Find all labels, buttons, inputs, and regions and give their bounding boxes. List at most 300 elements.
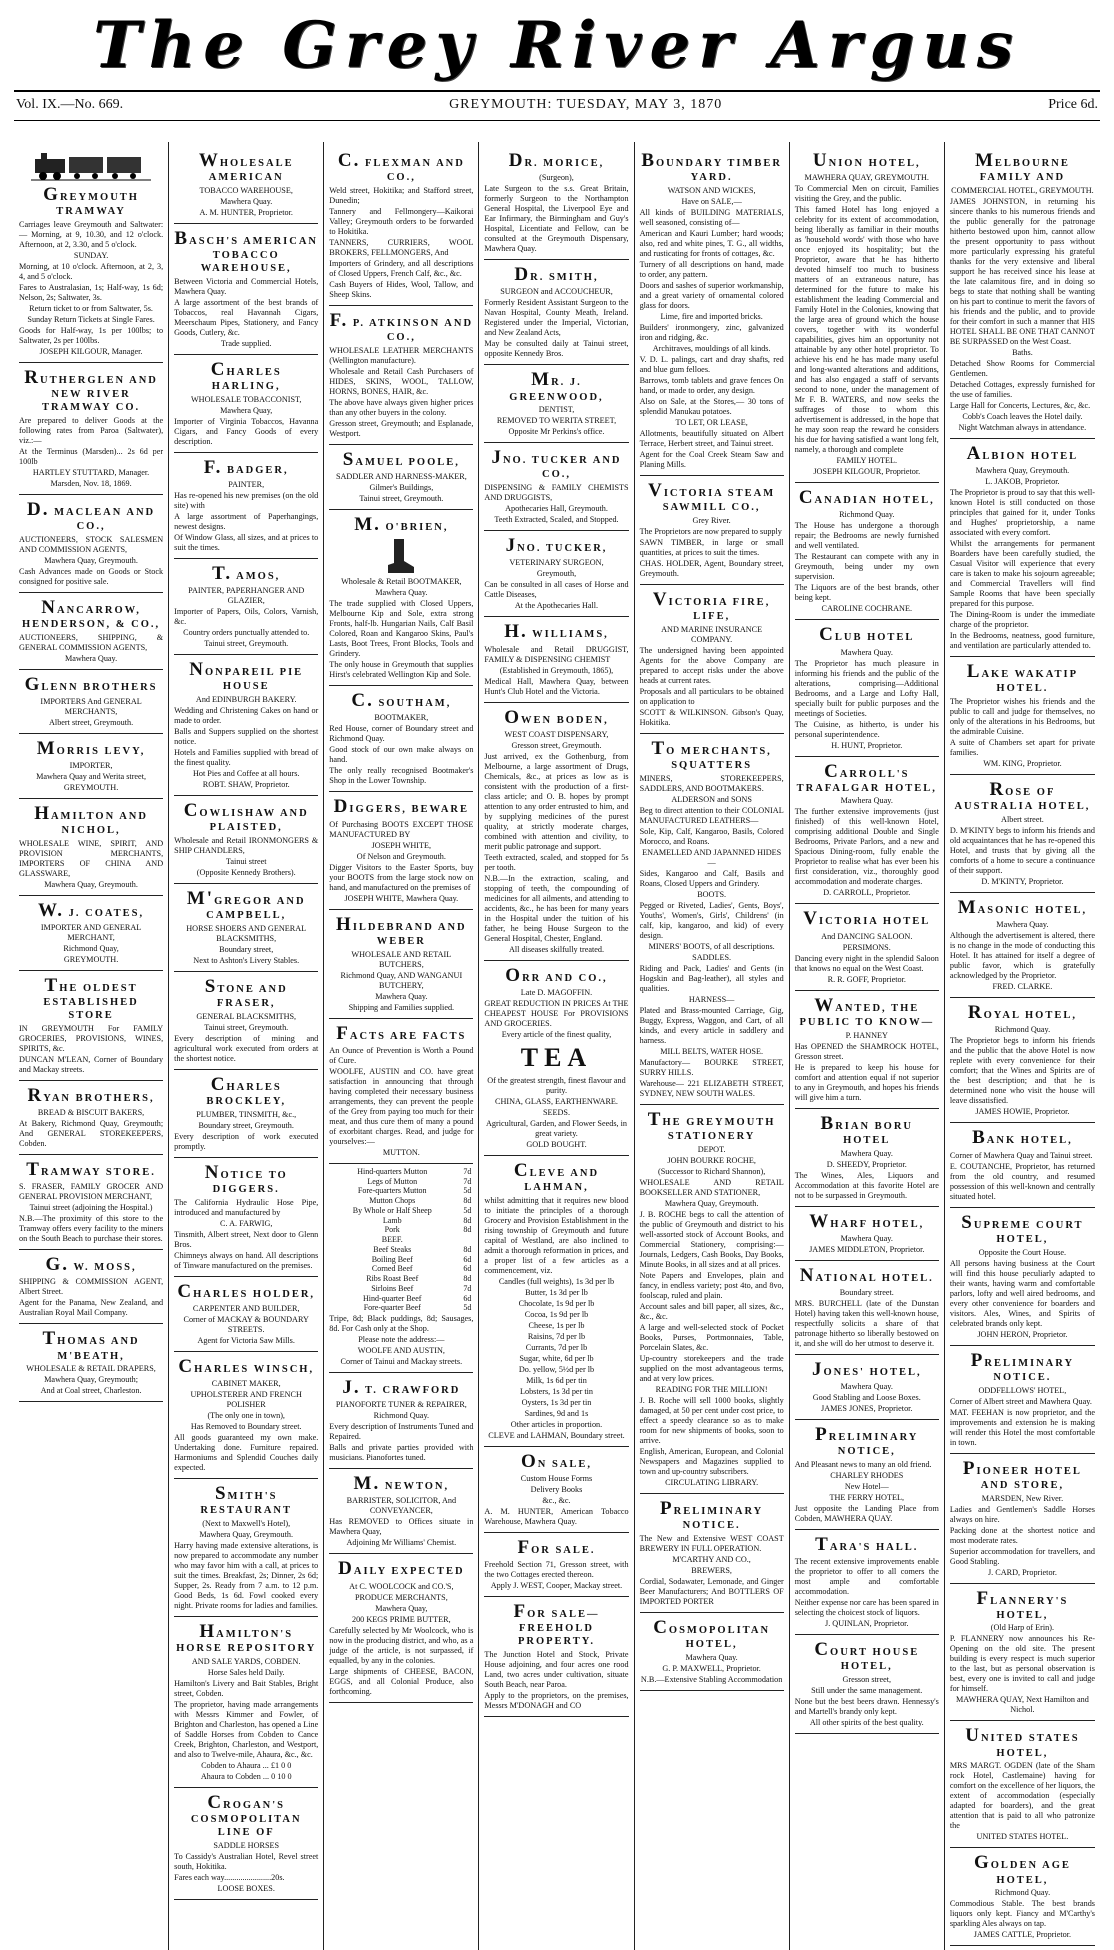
advertisement-text: TOBACCO WAREHOUSE, bbox=[199, 185, 293, 195]
advertisement-text: Riding and Pack, Ladies' and Gents (in Hogskin and Bag-leather), all styles and qualities. bbox=[639, 963, 784, 993]
advertisement-heading: GREYMOUTH TRAMWAY bbox=[43, 184, 139, 218]
advertisement bbox=[950, 1721, 1095, 1848]
advertisement-text: J. B. Roche will sell 1000 books, slightly damaged, at 50 per cent under cost price, to effect a speedy clearance so as to make room for new shipments of books, soon to arrive. bbox=[639, 1395, 784, 1445]
table-row bbox=[329, 1255, 473, 1265]
place-date: GREYMOUTH: TUESDAY, MAY 3, 1870 bbox=[449, 97, 723, 112]
advertisement-text: Raisins, 7d per lb bbox=[527, 1331, 586, 1341]
advertisement-text: Sunday Return Tickets at Single Fares. bbox=[27, 314, 155, 324]
advertisement-text: Tripe, 8d; Black puddings, 8d; Sausages, 8d. For Cash only at the Shop. bbox=[329, 1314, 474, 1334]
advertisement-text: Importers of Grindery, and all descriptions of Closed Uppers, French Calf, &c., &c. bbox=[329, 258, 474, 278]
advertisement bbox=[329, 1554, 473, 1702]
advertisement-text: FRED. CLARKE. bbox=[992, 982, 1053, 992]
advertisement-text: Cobden to Ahaura ... £1 0 0 bbox=[201, 1761, 292, 1771]
advertisement-text: Medical Hall, Mawhera Quay, between Hunt's Club Hotel and the Victoria. bbox=[484, 676, 629, 696]
advertisement bbox=[174, 453, 318, 559]
advertisement-heading: JNO. TUCKER AND CO., bbox=[491, 447, 622, 481]
advertisement-heading: PIONEER HOTEL AND STORE, bbox=[962, 1457, 1082, 1491]
advertisement bbox=[174, 1788, 318, 1900]
advertisement-text: R. R. GOFF, Proprietor. bbox=[827, 974, 906, 984]
advertisement-text: This famed Hotel has long enjoyed a celebrity for its extent of accommodation, being liberally as familiar in their mouths as 'household words' with those who have once enjoyed its hospitality; but the Proprietor, aware that he has hitherto devoted himself too much to business matters of an extraneous nature, has determined for the future to make his establishment the leading Commercial and Family Hotel in the Colonies, knowing that the large area of ground which the house covers, together with its wonderful capabilities, gives him an opportunity not attainable by any other hotel proprietor. To achieve his end he has made many useful and long-wanted alterations and additions, and has also engaged a staff of servants second to none, under the management of Mr F. B. WATERS, and now seeks the suffrages of those to whom this advertisement is addressed, in the hope that he may soon reap the reward he considers his due for having satisfied a want long felt, namely, a thorough and complete bbox=[794, 205, 939, 455]
advertisement-text: Richmond Quay. bbox=[839, 510, 895, 520]
advertisement-text: Has Removed to Boundary street. bbox=[190, 1422, 302, 1432]
advertisement-text: Mawhera Quay. bbox=[64, 653, 118, 663]
advertisement bbox=[950, 998, 1095, 1123]
advertisement-heading: PRELIMINARY NOTICE. bbox=[970, 1349, 1075, 1383]
advertisement-text: D. M'KINTY, Proprietor. bbox=[981, 877, 1064, 887]
advertisement-text: Large Hall for Concerts, Lectures, &c, &c. bbox=[949, 400, 1091, 410]
advertisement-heading: F. BADGER, bbox=[203, 456, 289, 478]
advertisement-text: IMPORTERS And GENERAL MERCHANTS, bbox=[40, 696, 142, 716]
advertisement-text: MAWHERA QUAY, Next Hamilton and Nichol. bbox=[955, 1695, 1089, 1715]
advertisement-text: Teeth Extracted, Scaled, and Stopped. bbox=[494, 515, 619, 525]
advertisement-text: Apothecaries Hall, Greymouth. bbox=[505, 504, 608, 514]
advertisement-heading: UNITED STATES HOTEL, bbox=[965, 1725, 1080, 1759]
advertisement-text: The House has undergone a thorough repair; the Bedrooms are newly furnished and well ventilated. bbox=[794, 521, 939, 551]
advertisement-text: DENTIST, bbox=[538, 405, 575, 415]
advertisement-text: UPHOLSTERER AND FRENCH POLISHER bbox=[190, 1390, 302, 1410]
advertisement-heading: RUTHERGLEN AND NEW RIVER TRAMWAY CO. bbox=[24, 366, 158, 413]
advertisement-text: Opposite the Court House. bbox=[978, 1247, 1067, 1257]
advertisement-text: Agricultural, Garden, and Flower Seeds, in great variety. bbox=[486, 1118, 627, 1138]
advertisement-text: In the Bedrooms, neatness, good furniture, and ventilation are particularly attended to. bbox=[949, 631, 1095, 651]
advertisement-text: Mawhera Quay. bbox=[685, 1652, 738, 1662]
advertisement-text: PAINTER, PAPERHANGER AND GLAZIER, bbox=[188, 586, 305, 606]
advertisement-text: Cocoa, 1s 9d per lb bbox=[524, 1309, 589, 1319]
advertisement-text: Mawhera Quay, Greymouth. bbox=[44, 555, 138, 565]
advertisement-text: (Old Harp of Erin). bbox=[990, 1623, 1055, 1633]
advertisement-text: Manufactory— BOURKE STREET, SURRY HILLS. bbox=[639, 1057, 784, 1077]
advertisement-text: Hotels and Families supplied with bread of the finest quality. bbox=[174, 748, 319, 768]
advertisement-heading: MORRIS LEVY, bbox=[36, 737, 146, 759]
advertisement-heading: NONPAREIL PIE HOUSE bbox=[189, 659, 304, 693]
price-item: Legs of Mutton bbox=[367, 1176, 418, 1186]
advertisement-text: MAT. FEEHAN is now proprietor, and the improvements and extension he is making will render this Hotel the most comfortable in town. bbox=[949, 1407, 1095, 1447]
advertisement-text: Sardines, 9d and 1s bbox=[524, 1408, 589, 1418]
advertisement bbox=[484, 703, 628, 961]
column-5 bbox=[635, 142, 790, 1950]
advertisement bbox=[795, 1420, 939, 1530]
advertisement-text: Every description of work executed promptly. bbox=[174, 1131, 319, 1151]
advertisement bbox=[329, 1019, 473, 1164]
advertisement-text: COMMERCIAL HOTEL, GREYMOUTH. bbox=[951, 185, 1094, 195]
advertisement-text: Morning, at 10 o'clock. Afternoon, at 2, 3, 4, and 5 o'clock. bbox=[19, 261, 164, 281]
advertisement-text: HARTLEY STUTTARD, Manager. bbox=[32, 467, 150, 477]
advertisement bbox=[174, 559, 318, 655]
advertisement-text: N.B.—The proximity of this store to the Tramway offers every facility to the miners on the South Beach to purchase their stores. bbox=[19, 1214, 164, 1244]
advertisement-text: Late D. MAGOFFIN. bbox=[520, 987, 593, 997]
advertisement-text: Tinsmith, Albert street, Next door to Glenn Bros. bbox=[174, 1229, 319, 1249]
advertisement-text: PIANOFORTE TUNER & REPAIRER, bbox=[335, 1400, 467, 1410]
advertisement-text: SHIPPING & COMMISSION AGENT, Albert Street. bbox=[19, 1277, 164, 1297]
advertisement bbox=[329, 1469, 473, 1554]
table-row bbox=[329, 1264, 473, 1274]
advertisement-text: Milk, 1s 6d per tin bbox=[526, 1375, 587, 1385]
advertisement-text: MRS MARGT. OGDEN (late of the Sham rock Hotel, Castlemaine) having for comfort on the excellence of her liquors, the extent of accommodation (especially adapted for boarders), and the great attention that is paid to all who patronize the bbox=[949, 1761, 1095, 1831]
advertisement-text: An Ounce of Prevention is Worth a Pound of Cure. bbox=[329, 1045, 474, 1065]
advertisement-text: Mawhera Quay, Greymouth. bbox=[199, 1530, 294, 1540]
advertisement-text: TO LET, OR LEASE, bbox=[675, 417, 748, 427]
advertisement-text: Mawhera Quay, Greymouth. bbox=[975, 466, 1070, 476]
advertisement-text: Goods for Half-way, 1s per 100lbs; to Saltwater, 2s per 100lbs. bbox=[19, 325, 164, 345]
advertisement-text: E. COUTANCHE, Proprietor, has returned from the old country, and resumed possession of this well-known and centrally situated hotel. bbox=[949, 1161, 1095, 1201]
advertisement-text: BOOTMAKER, bbox=[374, 713, 429, 723]
advertisement-text: AUCTIONEERS, SHIPPING, & GENERAL COMMISSION AGENTS, bbox=[19, 632, 164, 652]
advertisement-text: CLEVE and LAHMAN, Boundary street. bbox=[488, 1430, 625, 1440]
price-item: Corned Beef bbox=[371, 1264, 413, 1274]
column-6 bbox=[790, 142, 945, 1950]
advertisement-text: Good Stabling and Loose Boxes. bbox=[812, 1393, 921, 1403]
advertisement-text: 200 KEGS PRIME BUTTER, bbox=[351, 1614, 451, 1624]
advertisement bbox=[329, 445, 473, 510]
advertisement-heading: CHARLES HOLDER, bbox=[177, 1280, 316, 1302]
advertisement-text: All persons having business at the Court will find this house peculiarly adapted to their wants, having warm and comfortable parlors, lofty and well aired bedrooms, and every other convenience for boarders and visitors. Ales, Wines, and Spirits of celebrated brands only kept. bbox=[949, 1258, 1095, 1328]
advertisement-heading: THOMAS AND M'BEATH, bbox=[42, 1328, 140, 1362]
advertisement bbox=[19, 670, 163, 734]
advertisement-text: Oysters, 1s 3d per tin bbox=[521, 1397, 592, 1407]
advertisement-columns bbox=[14, 142, 1100, 1940]
advertisement-heading: OWEN BODEN, bbox=[504, 706, 609, 728]
advertisement-text: A large assortment of Paperhangings, newest designs. bbox=[174, 511, 319, 531]
advertisement-text: A large and well-selected stock of Pocket Books, Purses, Portmonnaies, Table, Porcelain Slates, &c. bbox=[639, 1322, 784, 1352]
advertisement-text: Chocolate, 1s 9d per lb bbox=[518, 1298, 595, 1308]
advertisement-text: Packing done at the shortest notice and most moderate rates. bbox=[949, 1525, 1095, 1545]
advertisement-heading: D. MACLEAN AND CO., bbox=[26, 498, 156, 532]
advertisement-text: Richmond Quay, AND WANGANUI BUTCHERY, bbox=[340, 970, 463, 990]
advertisement-text: AND MARINE INSURANCE COMPANY. bbox=[661, 624, 763, 644]
advertisement bbox=[174, 655, 318, 796]
advertisement bbox=[484, 1447, 628, 1533]
advertisement-text: Richmond Quay. bbox=[373, 1411, 430, 1421]
advertisement-text: Just arrived, ex the Gothenburg, from Melbourne, a large assortment of Drugs, Chemicals, &c., at prices as low as is consistent with the production of a first-class article; and O. B. hopes by prompt attention to any order entrusted to him, and by supplying medicines of the purest quality, at strictly moderate charges, combined with attention and civility, to merit public patronage and support. bbox=[484, 751, 629, 851]
price-item: Fore-quarters Mutton bbox=[357, 1186, 427, 1196]
boot-icon bbox=[329, 536, 473, 576]
advertisement-text: Detached Show Rooms for Commercial Gentlemen. bbox=[949, 358, 1095, 378]
advertisement-text: JOSEPH KILGOUR, Manager. bbox=[39, 346, 143, 356]
advertisement bbox=[329, 510, 473, 686]
advertisement-text: English, American, European, and Colonial Newspapers and Magazines supplied to town and up-country subscribers. bbox=[639, 1446, 784, 1476]
advertisement-text: DISPENSING & FAMILY CHEMISTS AND DRUGGISTS, bbox=[484, 483, 629, 503]
advertisement-text: Richmond Quay. bbox=[994, 1888, 1051, 1898]
advertisement-text: Greymouth, bbox=[536, 569, 577, 579]
advertisement-text: L. JAKOB, Proprietor. bbox=[985, 477, 1060, 487]
advertisement-text: LOOSE BOXES. bbox=[217, 1883, 275, 1893]
advertisement-text: Still under the same management. bbox=[811, 1686, 923, 1696]
advertisement-text: MUTTON. bbox=[382, 1147, 420, 1157]
advertisement-text: Custom House Forms bbox=[520, 1473, 593, 1483]
advertisement-heading: CLUB HOTEL bbox=[819, 624, 915, 646]
advertisement bbox=[795, 1355, 939, 1420]
advertisement-text: Harry having made extensive alterations, is now prepared to accommodate any number who may favor him with a call, at prices to suit the times. Breakfast, 2s; Dinner, 2s 6d; Supper, 2s. Ready from 7 a.m. to 12 p.m. Good Beds, 1s 6d. Fowl cooked every night. Private rooms for ladies and families. bbox=[174, 1541, 319, 1611]
advertisement-text: Lime, fire and imported bricks. bbox=[660, 311, 763, 321]
advertisement-text: The only really recognised Bootmaker's Shop in the Lower Township. bbox=[329, 766, 474, 786]
price-value: 5d bbox=[463, 1186, 472, 1196]
advertisement bbox=[484, 1156, 628, 1447]
advertisement-text: Country orders punctually attended to. bbox=[183, 628, 310, 638]
advertisement-heading: MR. J. GREENWOOD, bbox=[509, 369, 604, 403]
advertisement bbox=[174, 1277, 318, 1352]
advertisement-text: Albert street. bbox=[1001, 815, 1044, 825]
price-item: BEEF. bbox=[381, 1235, 403, 1245]
advertisement bbox=[640, 1105, 784, 1494]
advertisement bbox=[795, 904, 939, 990]
advertisement-heading: GOLDEN AGE HOTEL, bbox=[973, 1852, 1071, 1886]
advertisement-heading: ROSE OF AUSTRALIA HOTEL, bbox=[954, 779, 1091, 813]
tea-heading: TEA bbox=[520, 1042, 593, 1072]
advertisement-heading: JONES' HOTEL, bbox=[811, 1358, 922, 1380]
advertisement-text: Account sales and bill paper, all sizes, &c., &c., &c. bbox=[639, 1301, 784, 1321]
table-row bbox=[329, 1167, 473, 1177]
advertisement-text: HARNESS— bbox=[688, 994, 735, 1004]
advertisement-text: Grey River. bbox=[692, 515, 731, 525]
advertisement-text: Sole, Kip, Calf, Kangaroo, Basils, Colored Morocco, and Roans. bbox=[639, 826, 784, 846]
advertisement-text: H. HUNT, Proprietor. bbox=[831, 740, 903, 750]
advertisement-text: FAMILY HOTEL. bbox=[836, 456, 898, 466]
advertisement-heading: SMITH'S RESTAURANT bbox=[200, 1483, 292, 1517]
advertisement-text: Return ticket to or from Saltwater, 5s. bbox=[29, 303, 153, 313]
advertisement-text: Agent for the Panama, New Zealand, and Australian Royal Mail Company. bbox=[19, 1298, 164, 1318]
advertisement-text: Trade supplied. bbox=[220, 338, 272, 348]
volume-number: Vol. IX.—No. 669. bbox=[16, 97, 124, 112]
advertisement bbox=[174, 1617, 318, 1788]
advertisement-heading: NOTICE TO DIGGERS. bbox=[204, 1161, 288, 1196]
advertisement-heading: SAMUEL POOLE, bbox=[342, 448, 460, 470]
advertisement-text: The Junction Hotel and Stock, Private House adjoining, and four acres one rood Land, two acres under cultivation, situate South Beach, near Paroa. bbox=[484, 1649, 629, 1689]
advertisement-heading: BASCH'S AMERICAN TOBACCO WAREHOUSE, bbox=[174, 227, 318, 274]
price-value: 7d bbox=[463, 1283, 472, 1293]
advertisement-heading: LAKE WAKATIP HOTEL. bbox=[966, 661, 1079, 695]
tram-illustration bbox=[19, 149, 163, 183]
advertisement-text: Tainui street bbox=[225, 856, 267, 866]
advertisement-text: CHAS. HOLDER, Agent, Boundary street, Greymouth. bbox=[639, 558, 784, 578]
advertisement-text: GREAT REDUCTION IN PRICES At THE CHEAPEST HOUSE For PROVISIONS AND GROCERIES. bbox=[484, 998, 629, 1028]
advertisement-text: Tainui street, Greymouth. bbox=[204, 1022, 289, 1032]
advertisement-heading: J. T. CRAWFORD bbox=[342, 1377, 461, 1399]
advertisement-heading: TARA'S HALL. bbox=[815, 1534, 919, 1556]
advertisement-text: Fares to Australasian, 1s; Half-way, 1s 6d; Nelson, 2s; Saltwater, 3s. bbox=[19, 282, 164, 302]
advertisement-text: (The only one in town), bbox=[207, 1411, 285, 1421]
advertisement-text: Of Nelson and Greymouth. bbox=[356, 851, 446, 861]
advertisement-heading: WHARF HOTEL, bbox=[809, 1210, 925, 1232]
advertisement-text: WEST COAST DISPENSARY, bbox=[504, 729, 609, 739]
dateline-rule bbox=[14, 120, 1100, 121]
advertisement bbox=[174, 884, 318, 972]
advertisement-text: ODDFELLOWS' HOTEL, bbox=[978, 1385, 1067, 1395]
advertisement bbox=[484, 1597, 628, 1717]
advertisement-text: D. SHEEDY, Proprietor. bbox=[826, 1159, 907, 1169]
advertisement bbox=[174, 1070, 318, 1158]
advertisement-heading: H. WILLIAMS, bbox=[504, 621, 609, 643]
advertisement-text: J. B. ROCHE begs to call the attention of the public of Greymouth and district to his well-assorted stock of Account Books, and Commercial Stationery, comprising:— Journals, Ledgers, Cash Books, Day Books, Minute Books, in all sizes and at all prices. bbox=[639, 1209, 784, 1269]
advertisement-text: ROBT. SHAW, Proprietor. bbox=[202, 780, 290, 790]
advertisement-text: D. M'KINTY begs to inform his friends and old acquaintances that he has re-opened this Hotel, and trusts that by giving all the comforts of a home to secure a continuance of their support. bbox=[949, 826, 1095, 876]
advertisement-text: WHOLESALE TOBACCONIST, bbox=[190, 394, 302, 404]
advertisement-text: Cheese, 1s per lb bbox=[528, 1320, 585, 1330]
advertisement-text: SAWN TIMBER, in large or small quantities, at prices to suit the times. bbox=[639, 537, 784, 557]
advertisement-text: JAMES MIDDLETON, Proprietor. bbox=[809, 1244, 925, 1254]
advertisement-text: Apply to the proprietors, on the premises, Messrs M'DONAGH and CO bbox=[484, 1690, 629, 1710]
advertisement-text: Apply J. WEST, Cooper, Mackay street. bbox=[490, 1581, 623, 1590]
table-row bbox=[329, 1206, 473, 1216]
advertisement-text: Mawhera Quay. bbox=[840, 1382, 893, 1392]
advertisement-text: Has REMOVED to Offices situate in Mawhera Quay, bbox=[329, 1517, 474, 1537]
advertisement bbox=[484, 961, 628, 1156]
advertisement-text: Hamilton's Livery and Bait Stables, Bright street, Cobden. bbox=[174, 1679, 319, 1699]
price-value: 7d bbox=[463, 1176, 472, 1186]
advertisement-heading: THE GREYMOUTH STATIONERY bbox=[647, 1108, 776, 1143]
advertisement bbox=[795, 1530, 939, 1635]
table-row bbox=[329, 1216, 473, 1226]
advertisement-text: Agent for the Coal Creek Steam Saw and Planing Mills. bbox=[639, 449, 784, 469]
advertisement bbox=[19, 1155, 163, 1250]
advertisement-text: Corner of Mawhera Quay and Tainui street. bbox=[949, 1150, 1093, 1160]
advertisement-text: Can be consulted in all cases of Horse and Cattle Diseases, bbox=[484, 580, 629, 600]
advertisement-text: HORSE SHOERS AND GENERAL BLACKSMITHS, bbox=[186, 923, 307, 943]
advertisement-heading: M'GREGOR AND CAMPBELL, bbox=[186, 887, 306, 922]
advertisement bbox=[950, 1123, 1095, 1207]
advertisement-heading: F. P. ATKINSON AND CO., bbox=[329, 309, 474, 344]
advertisement-text: Boundary street, bbox=[219, 944, 274, 954]
advertisement bbox=[174, 796, 318, 884]
advertisement bbox=[950, 893, 1095, 998]
advertisement bbox=[484, 443, 628, 531]
advertisement-text: Agent for Victoria Saw Mills. bbox=[197, 1336, 295, 1346]
advertisement bbox=[329, 792, 473, 909]
advertisement-heading: NANCARROW, HENDERSON, & CO., bbox=[22, 596, 161, 630]
advertisement-text: UNITED STATES HOTEL. bbox=[976, 1832, 1069, 1842]
masthead bbox=[0, 0, 1114, 90]
advertisement-text: Late Surgeon to the s.s. Great Britain, formerly Surgeon to the Northampton General Hospital, the Liverpool Eye and Ear Infirmary, the Birmingham and Guy's Hospital, Licentiate and Fellow, can be consulted at the Greymouth Dispensary, Mawhera Quay. bbox=[484, 184, 629, 254]
advertisement-text: Opposite Mr Perkins's office. bbox=[508, 427, 605, 437]
advertisement bbox=[484, 260, 628, 365]
table-row bbox=[329, 1177, 473, 1187]
advertisement-text: CHINA, GLASS, EARTHENWARE. bbox=[494, 1096, 618, 1106]
advertisement-text: Adjoining Mr Williams' Chemist. bbox=[346, 1538, 457, 1548]
advertisement-text: SADDLES. bbox=[692, 952, 732, 962]
advertisement-heading: CHARLES BROCKLEY, bbox=[206, 1073, 287, 1108]
advertisement-text: Have on SALE,— bbox=[681, 196, 742, 206]
column-1 bbox=[14, 142, 169, 1950]
advertisement-heading: ON SALE, bbox=[520, 1450, 593, 1472]
advertisement-text: Gresson street, Greymouth; and Esplanade, Westport. bbox=[329, 418, 474, 438]
advertisement-text: Superior accommodation for travellers, and Good Stabling. bbox=[949, 1546, 1095, 1566]
advertisement-heading: BOUNDARY TIMBER YARD. bbox=[641, 150, 782, 184]
advertisement-text: Lobsters, 1s 3d per tin bbox=[519, 1386, 593, 1396]
advertisement bbox=[950, 146, 1095, 439]
advertisement-text: Doors and sashes of superior workmanship, and a great variety of ornamental colored glass for doors. bbox=[639, 280, 784, 310]
advertisement-text: Mawhera Quay. bbox=[840, 1148, 893, 1158]
price-item: Boiling Beef bbox=[371, 1254, 413, 1264]
advertisement-text: READING FOR THE MILLION! bbox=[655, 1384, 768, 1394]
advertisement-text: Importer of Virginia Tobaccos, Havanna Cigars, and Fancy Goods of every description. bbox=[174, 416, 319, 446]
advertisement-heading: NATIONAL HOTEL. bbox=[799, 1264, 934, 1286]
advertisement bbox=[950, 439, 1095, 657]
advertisement-text: The New and Extensive WEST COAST BREWERY IN FULL OPERATION. bbox=[639, 1533, 784, 1553]
advertisement-heading: RYAN BROTHERS, bbox=[27, 1084, 155, 1106]
advertisement-heading: COWLISHAW AND PLAISTED, bbox=[183, 800, 309, 834]
table-row bbox=[329, 1303, 473, 1313]
advertisement-text: Gresson street, bbox=[842, 1675, 892, 1685]
price-item: Hind-quarter Beef bbox=[363, 1293, 422, 1303]
advertisement-text: Hot Pies and Coffee at all hours. bbox=[192, 769, 300, 779]
advertisement-heading: MASONIC HOTEL, bbox=[957, 897, 1088, 919]
advertisement-text: JAMES HOWIE, Proprietor. bbox=[975, 1107, 1070, 1117]
table-row bbox=[329, 1274, 473, 1284]
advertisement-text: N.B.—In the extraction, scaling, and stopping of teeth, the compounding of medicines for all ailments, and attending to accidents, &c., he has been for many years in the Hospital under the tuition of his father, he being House Surgeon to the General Hospital, Chester, England. bbox=[484, 873, 629, 943]
advertisement-text: Albert street, Greymouth. bbox=[49, 717, 134, 727]
advertisement-text: CARPENTER AND BUILDER, bbox=[192, 1304, 300, 1314]
advertisement-heading: THE OLDEST ESTABLISHED STORE bbox=[43, 975, 139, 1022]
advertisement-heading: COSMOPOLITAN HOTEL, bbox=[653, 1616, 771, 1650]
advertisement-text: The Dining-Room is under the immediate charge of the proprietor. bbox=[949, 610, 1095, 630]
advertisement-text: The Proprietors are now prepared to supply bbox=[639, 526, 782, 536]
advertisement-text: May be consulted daily at Tainui street, opposite Kennedy Bros. bbox=[484, 339, 629, 359]
advertisement-text: C. A. FARWIG, bbox=[220, 1218, 273, 1228]
advertisement-text: Baths. bbox=[1012, 347, 1033, 357]
advertisement-text: The Proprietor has much pleasure in informing his friends and the public of the alterations, comprising—Additional Bedrooms, and a Large and Lofty Hall, specially built for public purposes and the meetings of Societies. bbox=[794, 658, 939, 718]
advertisement-text: Mawhera Quay and Werita street, bbox=[36, 772, 147, 782]
advertisement bbox=[950, 1848, 1095, 1946]
advertisement-text: Boundary street, Greymouth. bbox=[198, 1120, 294, 1130]
advertisement-text: Richmond Quay. bbox=[994, 1025, 1051, 1035]
advertisement-heading: CLEVE AND LAHMAN, bbox=[513, 1159, 600, 1193]
advertisement-text: The Cuisine, as hitherto, is under his personal superintendence. bbox=[794, 719, 939, 739]
price-value: 8d bbox=[463, 1225, 472, 1235]
advertisement-text: New Hotel— bbox=[844, 1482, 889, 1492]
advertisement-text: Ladies and Gentlemen's Saddle Horses always on hire. bbox=[949, 1504, 1095, 1524]
advertisement-text: Has re-opened his new premises (on the old site) with bbox=[174, 490, 319, 510]
advertisement-heading: DIGGERS, BEWARE bbox=[333, 796, 470, 818]
column-7 bbox=[945, 142, 1100, 1950]
advertisement-heading: BANK HOTEL, bbox=[972, 1127, 1073, 1149]
advertisement-text: WHOLESALE AND RETAIL BUTCHERS, bbox=[351, 949, 452, 969]
price-value: 8d bbox=[463, 1215, 472, 1225]
advertisement-text: And Pleasant news to many an old friend. bbox=[794, 1460, 932, 1470]
advertisement-text: Builders' ironmongery, zinc, galvanized iron and ridging, &c. bbox=[639, 322, 784, 342]
advertisement-text: The above have always given higher prices than any other buyers in the colony. bbox=[329, 397, 474, 417]
advertisement bbox=[640, 734, 784, 1105]
advertisement-text: Of the greatest strength, finest flavour and purity. bbox=[487, 1075, 626, 1095]
advertisement bbox=[19, 1081, 163, 1155]
table-row bbox=[329, 1225, 473, 1235]
advertisement-text: WM. KING, Proprietor. bbox=[983, 759, 1062, 769]
advertisement-text: All goods guaranteed my own make. Undertaking done. Furniture repaired. Harmoniums and Splendid Couches daily expected. bbox=[174, 1433, 319, 1473]
advertisement-text: MILL BELTS, WATER HOSE. bbox=[660, 1046, 763, 1056]
advertisement-text: Up-country storekeepers and the trade supplied on the most advantageous terms, and at very low prices. bbox=[639, 1353, 784, 1383]
advertisement-text: Mawhera Quay. bbox=[840, 1233, 893, 1243]
advertisement-heading: PRELIMINARY NOTICE. bbox=[660, 1497, 764, 1532]
advertisement-text: PERSIMONS. bbox=[842, 942, 891, 952]
advertisement-text: The proprietor, having made arrangements with Messrs Kimmer and Fowler, of Brighton and Charleston, has opened a Line of Saddle Horses from Cobden to Cance Creek, Brighton, Charleston, and Westport, and also to Twelve-mile, Ahaura, &c., &c. bbox=[174, 1700, 319, 1760]
advertisement-text: Between Victoria and Commercial Hotels, Mawhera Quay. bbox=[174, 276, 319, 296]
advertisement-text: Currants, 7d per lb bbox=[525, 1342, 588, 1352]
advertisement-text: Every description of mining and agricultural work executed from orders at the shortest notice. bbox=[174, 1033, 319, 1063]
table-row bbox=[329, 1245, 473, 1255]
advertisement bbox=[950, 1584, 1095, 1722]
advertisement-text: Neither expense nor care has been spared in selecting the choicest stock of liquors. bbox=[794, 1598, 939, 1618]
advertisement bbox=[484, 146, 628, 260]
advertisement-text: WHOLESALE WINE, SPIRIT, AND PROVISION MERCHANTS, IMPORTERS OF CHINA AND GLASSWARE, bbox=[19, 838, 164, 878]
advertisement-heading: SUPREME COURT HOTEL, bbox=[961, 1211, 1084, 1245]
advertisement-text: Sides, Kangaroo and Calf, Basils and Roans, Closed Uppers and Grindery. bbox=[639, 868, 784, 888]
advertisement-text: Corner of Albert street and Mawhera Quay. bbox=[949, 1396, 1092, 1406]
advertisement-text: Corner of Tainui and Mackay streets. bbox=[340, 1357, 463, 1367]
advertisement-text: D. CARROLL, Proprietor. bbox=[823, 888, 911, 898]
advertisement bbox=[174, 355, 318, 453]
advertisement-text: SUNDAY. bbox=[73, 250, 109, 260]
advertisement-heading: C. FLEXMAN AND CO., bbox=[337, 150, 465, 184]
advertisement-heading: ORR AND CO., bbox=[505, 964, 608, 986]
advertisement bbox=[640, 146, 784, 476]
